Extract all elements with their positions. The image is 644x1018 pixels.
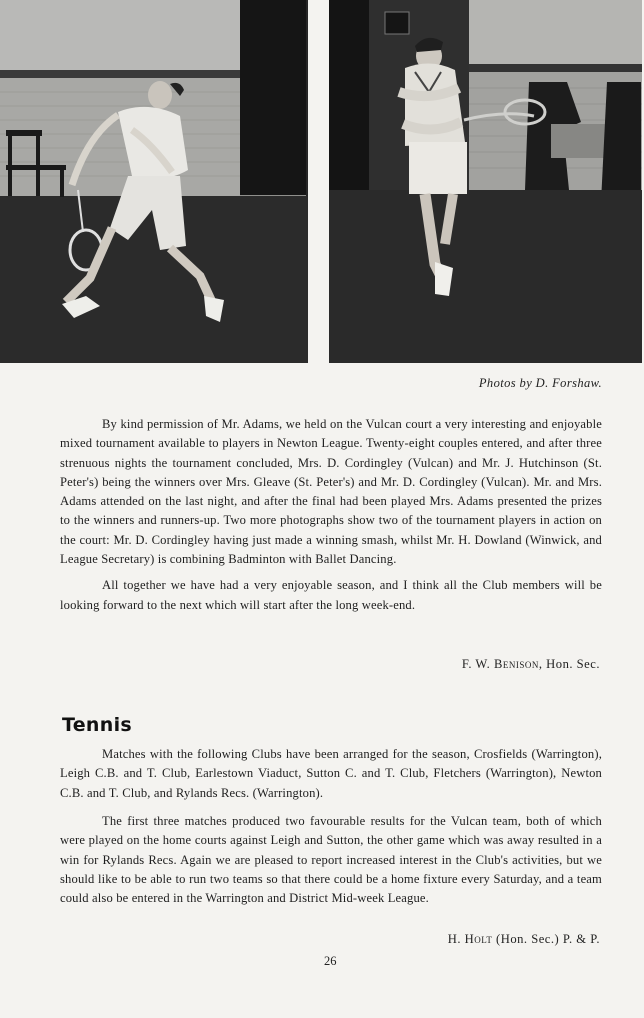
tennis-results [60,812,602,908]
signature-initials: H. [447,932,461,946]
tennis-signature [448,932,600,947]
photo-credit: Photos by D. Forshaw. [478,376,602,390]
signature-name: Benison [493,657,539,671]
tennis-fixtures [60,745,602,803]
badminton-paragraph-season: All together we have had a very enjoyable season, and I think all the Club members will be looking forward to the next which will start after the long week-end. [60,578,602,612]
tennis-paragraph-fixtures: Matches with the following Clubs have been arranged for the season, Crosfields (Warrington), Leigh C.B. and T. Club, Earlestown Viaduct, Sutton C. and T. Club, Fletchers (Warrington), Newton C.B. and T. Club, and Rylands Recs. (Warrington). [60,747,602,800]
photo-image [329,0,642,363]
badminton-paragraph-tournament: By kind permission of Mr. Adams, we held on the Vulcan court a very interesting and enjoyable mixed tournament available to players in Newton League. Twenty-eight couples entered, and after three strenuous nights the tournament concluded, Mrs. D. Cordingley (Vulcan) and Mr. J. Hutchinson (St. Peter's) being the winners over Mrs. Gleave (St. Peter's) and Mr. D. Cordingley (Vulcan). Mr. and Mrs. Adams attended on the last night, and after the final had been played Mrs. Adams presented the prizes to the winners and runners-up. Two more photographs show two of the tournament players in action on the court: Mr. D. Cordingley having just made a winning smash, whilst Mr. H. Dowland (Winwick, and League Secretary) is combining Badminton with Ballet Dancing. [60,417,602,567]
photo-image [0,0,308,363]
photo-badminton-smash [0,0,308,363]
page-number: 26 [324,954,337,968]
signature-initials: F. W. [461,657,491,671]
tennis-paragraph-results: The first three matches produced two favourable results for the Vulcan team, both of which were played on the home courts against Leigh and Sutton, the other game which was away resulted in a win for Rylands Recs. Again we are pleased to report increased interest in the Club's activities, but we should like to be able to run two teams so that there could be a home fixture every Saturday, and a team could also be entered in the Warrington and District Mid-week League. [60,814,602,906]
tennis-heading: Tennis [62,714,132,736]
signature-title: (Hon. Sec.) P. & P. [492,932,600,946]
signature-name: Holt [464,932,493,946]
badminton-signature [462,657,600,672]
signature-title: , Hon. Sec. [538,657,600,671]
photo-badminton-ballet [329,0,642,363]
badminton-report [60,415,602,615]
